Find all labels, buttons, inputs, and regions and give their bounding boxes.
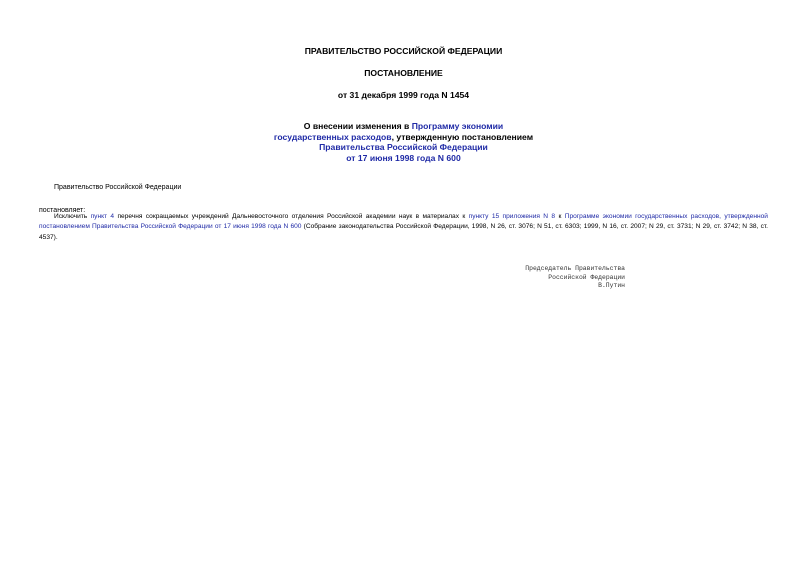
title-text-1: О внесении изменения в xyxy=(303,121,412,131)
signature-position-1: Председатель Правительства xyxy=(525,265,625,272)
operative-paragraph xyxy=(39,212,768,243)
body-text-1: Исключить xyxy=(54,213,91,220)
title-line-2 xyxy=(0,132,807,143)
link-savings-program-cont[interactable]: государственных расходов xyxy=(273,131,392,142)
link-item-4[interactable]: пункт 4 xyxy=(90,213,115,220)
resolves-word: постановляет: xyxy=(39,207,86,214)
signature-name: В.Путин xyxy=(598,282,625,289)
title-text-2: , утвержденную постановлением xyxy=(391,131,534,142)
link-resolution-600-date[interactable]: от 17 июня 1998 года N 600 xyxy=(346,152,461,163)
title-line-1 xyxy=(0,121,807,132)
link-item-15-annex-8[interactable]: пункту 15 приложения N 8 xyxy=(468,213,556,220)
document-type: ПОСТАНОВЛЕНИЕ xyxy=(364,68,443,78)
link-resolution-600[interactable]: Правительства Российской Федерации xyxy=(319,142,488,153)
signature-position-2: Российской Федерации xyxy=(548,273,625,281)
document-title xyxy=(0,121,807,163)
signature-block xyxy=(420,265,625,291)
title-line-4 xyxy=(0,153,807,164)
body-text-2: перечня сокращаемых учреждений Дальневосточного отделения Российской академии наук в материалах к xyxy=(114,213,469,220)
body-text-3: к xyxy=(555,213,565,220)
link-savings-program-resolution[interactable]: Программе экономии государственных расходов, утвержденной постановлением Правительства Российской Федерации от 17 июня 1998 года N 600 xyxy=(39,213,768,231)
title-line-3 xyxy=(0,142,807,153)
document-date-number: от 31 декабря 1999 года N 1454 xyxy=(337,90,470,100)
link-savings-program[interactable]: Программу экономии xyxy=(411,121,504,131)
body-text-4: (Собрание законодательства Российской Федерации, 1998, N 26, ст. 3076; N 51, ст. 6303; 1999, N 16, ст. 2007; N 29, ст. 3731; N 29, ст. 3742; N 38, ст. 4537). xyxy=(39,223,768,241)
preamble: Правительство Российской Федерации xyxy=(54,184,182,191)
issuing-authority: ПРАВИТЕЛЬСТВО РОССИЙСКОЙ ФЕДЕРАЦИИ xyxy=(304,46,503,56)
